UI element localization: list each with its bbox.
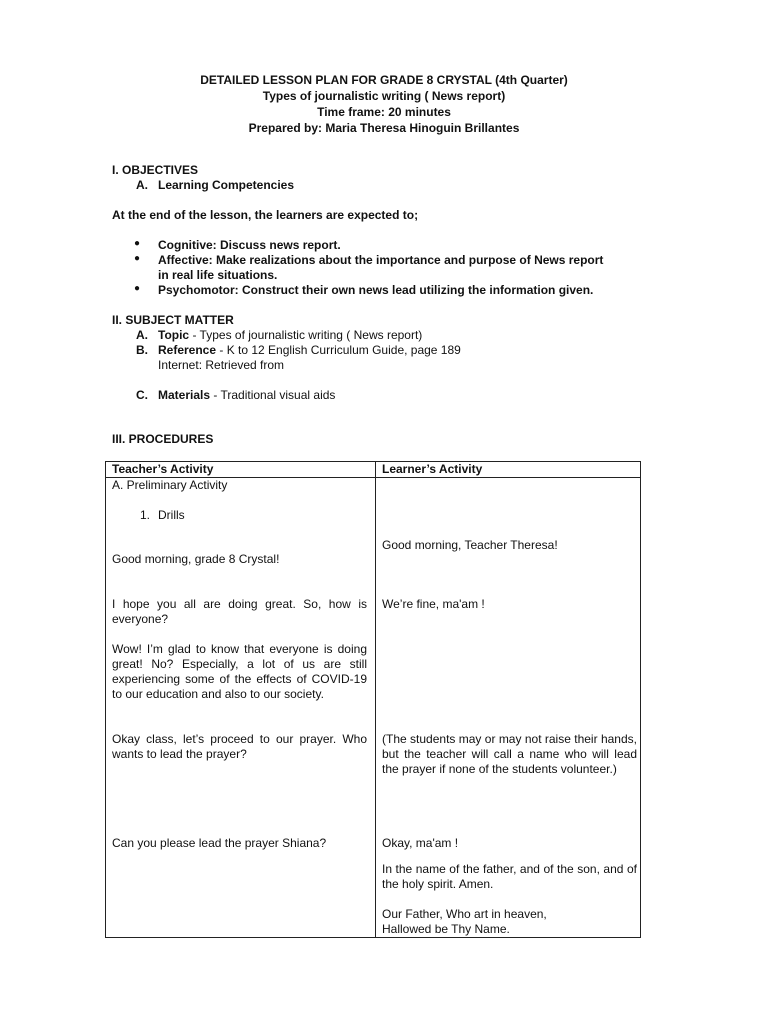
bullet-dot: ●: [134, 283, 141, 294]
reference-internet: Internet: Retrieved from: [158, 358, 285, 372]
learner-okay: Okay, ma'am !: [382, 836, 459, 850]
learner-our-father: Our Father, Who art in heaven,: [382, 907, 547, 921]
header-author: Prepared by: Maria Theresa Hinoguin Brillantes: [248, 121, 520, 135]
learner-fine: We’re fine, ma'am !: [382, 597, 485, 611]
topic-label: Topic: [158, 328, 190, 342]
procedures-table: [105, 461, 641, 938]
learner-hallowed: Hallowed be Thy Name.: [382, 922, 510, 936]
table-body-row: [106, 478, 641, 938]
teacher-activity-cell: [106, 478, 376, 938]
teacher-greeting: Good morning, grade 8 Crystal!: [112, 552, 280, 566]
learner-sign-of-cross: In the name of the father, and of the son, and of the holy spirit. Amen.: [382, 862, 637, 891]
materials-label: Materials: [158, 388, 211, 402]
teacher-ask-shiana: Can you please lead the prayer Shiana?: [112, 836, 327, 850]
learner-volunteer-note: (The students may or may not raise their hands, but the teacher will call a name who will lead the prayer if none of the students volunteer.): [382, 732, 637, 776]
objectives-intro: At the end of the lesson, the learners are expected to;: [112, 208, 419, 222]
reference-label: Reference: [158, 343, 217, 357]
materials-letter: C.: [136, 388, 148, 402]
reference-line: [158, 343, 461, 358]
table-header-row: [106, 462, 641, 478]
objective-affective-cont: in real life situations.: [158, 268, 278, 282]
header-topic: Types of journalistic writing ( News report): [262, 89, 506, 103]
learner-greeting: Good morning, Teacher Theresa!: [382, 538, 558, 552]
topic-text: - Types of journalistic writing ( News report): [189, 328, 423, 342]
materials-text: - Traditional visual aids: [210, 388, 336, 402]
preliminary-activity: A. Preliminary Activity: [112, 478, 228, 492]
objective-affective: Affective: Make realizations about the importance and purpose of News report: [158, 253, 604, 267]
objectives-sub-letter: A.: [136, 178, 148, 192]
teacher-how-is-everyone: I hope you all are doing great. So, how is everyone?: [112, 597, 367, 626]
objectives-heading: I. OBJECTIVES: [112, 163, 199, 177]
bullet-dot: ●: [134, 238, 141, 249]
teacher-prayer-call: Okay class, let’s proceed to our prayer. Who wants to lead the prayer?: [112, 732, 367, 761]
materials-line: [158, 388, 335, 403]
objective-psychomotor: Psychomotor: Construct their own news lead utilizing the information given.: [158, 283, 594, 297]
bullet-dot: ●: [134, 253, 141, 264]
header-time-frame: Time frame: 20 minutes: [317, 105, 451, 119]
reference-text: - K to 12 English Curriculum Guide, page 189: [216, 343, 461, 357]
topic-line: [158, 328, 422, 343]
learner-activity-cell: [376, 478, 641, 938]
drills-label: Drills: [158, 508, 185, 522]
drills-number: 1.: [140, 508, 151, 522]
topic-letter: A.: [136, 328, 148, 342]
teacher-covid-remark: Wow! I’m glad to know that everyone is doing great! No? Especially, a lot of us are still experiencing some of the effects of COVID-19 to our education and also to our society.: [112, 642, 367, 701]
reference-letter: B.: [136, 343, 148, 357]
teacher-column-header: Teacher’s Activity: [106, 462, 376, 478]
subject-matter-heading: II. SUBJECT MATTER: [112, 313, 234, 327]
objective-cognitive: Cognitive: Discuss news report.: [158, 238, 341, 252]
learner-column-header: Learner’s Activity: [376, 462, 641, 478]
objectives-sub-label: Learning Competencies: [158, 178, 295, 192]
procedures-heading: III. PROCEDURES: [112, 432, 214, 446]
header-title: DETAILED LESSON PLAN FOR GRADE 8 CRYSTAL (4th Quarter): [200, 73, 568, 87]
document-header: [0, 72, 768, 136]
